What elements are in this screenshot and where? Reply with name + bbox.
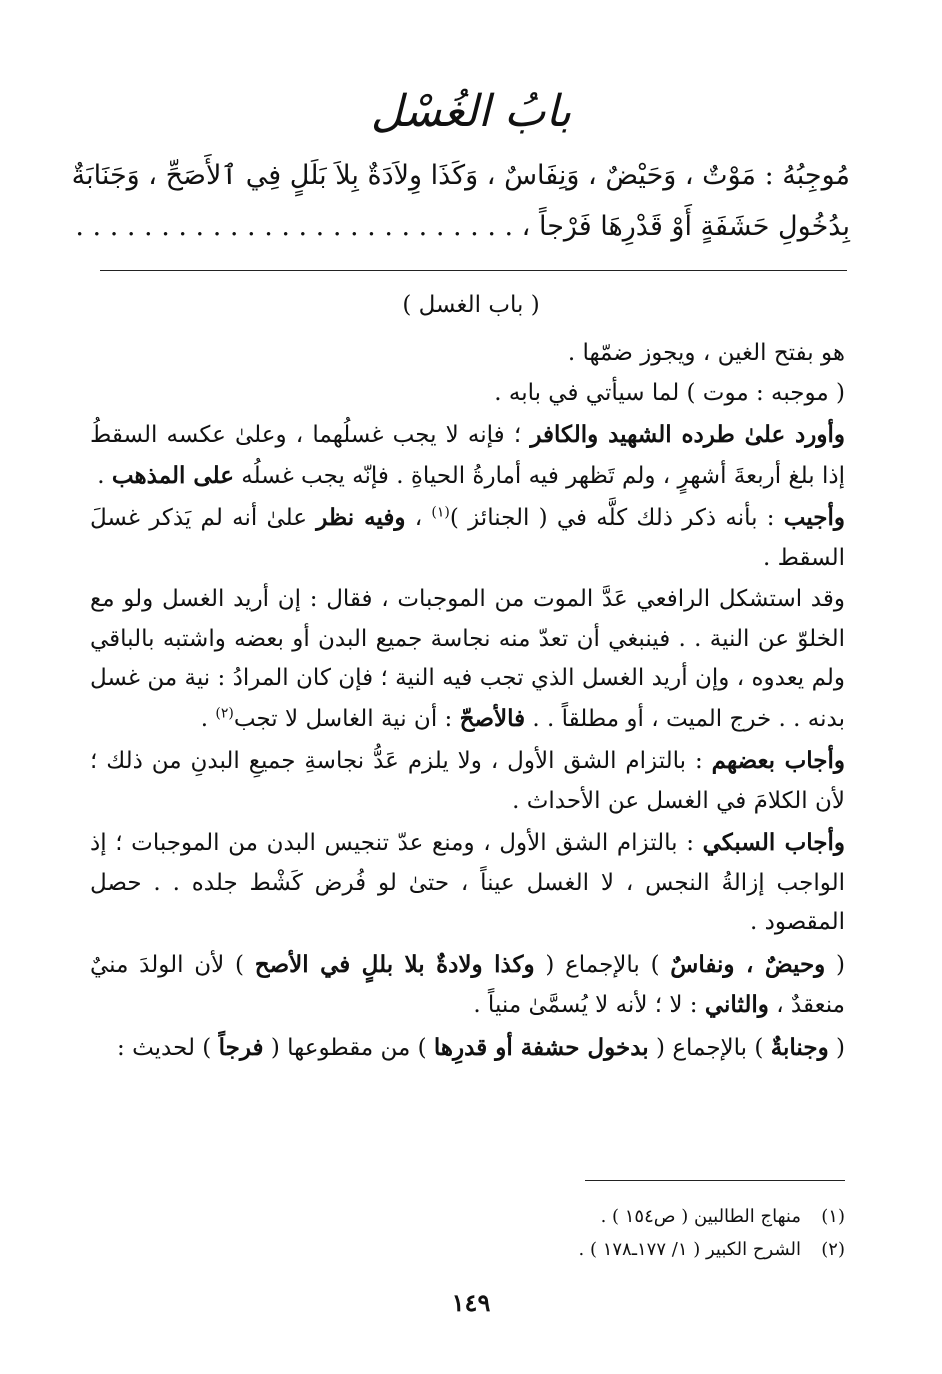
- sharh-paragraph: ( وجنابةٌ ) بالإجماع ( بدخول حشفة أو قدرِها ) من مقطوعها ( فرجاً ) لحديث :: [117, 1033, 845, 1061]
- bold-phrase: وأجاب بعضهم: [711, 747, 845, 774]
- bold-phrase: والثاني: [704, 991, 769, 1018]
- footnotes: [90, 1200, 845, 1266]
- matn-separator: [100, 270, 847, 271]
- bold-phrase: وكذا ولادةٌ بلا بللٍ في الأصح: [254, 950, 535, 978]
- bold-phrase: وأورد علىٰ طرده الشهيد والكافر: [530, 421, 845, 448]
- footnote-text: الشرح الكبير ( ١/ ١٧٧ـ١٧٨ ) .: [578, 1239, 801, 1260]
- footnote-item: [90, 1233, 845, 1266]
- footnote-ref: (٢): [215, 704, 234, 721]
- footnote-text: منهاج الطالبين ( ص١٥٤ ) .: [600, 1206, 801, 1227]
- bold-phrase: على المذهب: [111, 461, 234, 489]
- bold-phrase: فرجاً: [218, 1033, 264, 1061]
- sharh-paragraph: ( موجبه : موت ) لما سيأتي في بابه .: [494, 379, 845, 406]
- bold-phrase: وأجيب: [783, 504, 846, 531]
- page-number: ١٤٩: [451, 1288, 491, 1317]
- bold-phrase: وأجاب السبكي: [702, 829, 845, 856]
- chapter-title: بابُ الغُسْل: [370, 86, 572, 137]
- sharh-paragraph: وأجاب بعضهم : بالتزام الشق الأول ، ولا يلزم عَدُّ نجاسةِ جميعِ البدنِ من ذلك ؛ لأن الكلامَ في الغسل عن الأحداث .: [90, 747, 845, 814]
- sharh-paragraph: وأجاب السبكي : بالتزام الشق الأول ، ومنع عدّ تنجيس البدن من الموجبات ؛ إذ الواجب إزالةُ النجس ، لا الغسل عيناً ، حتىٰ لو فُرض كَشْط جلده . . حصل المقصود .: [90, 829, 845, 935]
- matn-line-1: مُوجِبُهُ : مَوْتٌ ، وَحَيْضٌ ، وَنِفَاسٌ ، وَكَذَا وِلاَدَةٌ بِلاَ بَلَلٍ فِي ٱلأَصَحِّ ، وَجَنَابَةٌ: [71, 160, 850, 191]
- bold-phrase: وفيه نظر: [316, 504, 406, 531]
- sharh-text: [90, 334, 845, 1068]
- footnote-number: (٢): [821, 1239, 845, 1260]
- footnote-separator: [585, 1180, 845, 1181]
- bold-phrase: بدخول حشفة أو قدرِها: [433, 1033, 649, 1061]
- sharh-paragraph: وأورد علىٰ طرده الشهيد والكافر ؛ فإنه لا يجب غسلُهما ، وعلىٰ عكسه السقطُ إذا بلغ أربعةَ أشهرٍ ، ولم تَظهر فيه أمارةُ الحياةِ . فإنّه يجب غسلُه على المذهب .: [90, 421, 845, 489]
- sharh-paragraph: هو بفتح الغين ، ويجوز ضمّها .: [567, 340, 845, 366]
- bold-phrase: وجنابةٌ: [770, 1033, 829, 1061]
- matn-line-2: بِدُخُولِ حَشَفَةٍ أَوْ قَدْرِهَا فَرْجاً ، . . . . . . . . . . . . . . . . . . . . . . . . . .: [75, 211, 850, 242]
- sharh-paragraph: وقد استشكل الرافعي عَدَّ الموت من الموجبات ، فقال : إن أريد الغسل ولو مع الخلوّ عن النية . . فينبغي أن تعدّ منه نجاسة جميع البدن أو بعضه واشتبه بالباقي ولم يعدوه ، وإن أريد الغسل الذي تجب فيه النية ؛ فإن كان المرادُ : نية من غسل بدنه . . خرج الميت ، أو مطلقاً . . فالأصحّ : أن نية الغاسل لا تجب$^{(٢)}$ .: [90, 586, 845, 732]
- bold-phrase: وحيضٌ ، ونفاسٌ: [670, 950, 826, 978]
- matn-text: [64, 150, 850, 252]
- footnote-ref: (١): [431, 504, 450, 521]
- footnote-item: [90, 1200, 845, 1233]
- bold-phrase: فالأصحّ: [459, 704, 526, 732]
- sharh-paragraph: ( وحيضٌ ، ونفاسٌ ) بالإجماع ( وكذا ولادةٌ بلا بللٍ في الأصح ) لأن الولدَ منيٌ منعقدٌ ، والثاني : لا ؛ لأنه لا يُسمَّىٰ منياً .: [90, 950, 845, 1018]
- sharh-paragraph: وأجيب : بأنه ذكر ذلك كلَّه في ( الجنائز )$^{(١)}$ ، وفيه نظر علىٰ أنه لم يَذكر غسلَ السقط .: [90, 504, 846, 571]
- footnote-number: (١): [821, 1206, 845, 1227]
- sharh-heading: ( باب الغسل ): [402, 292, 540, 318]
